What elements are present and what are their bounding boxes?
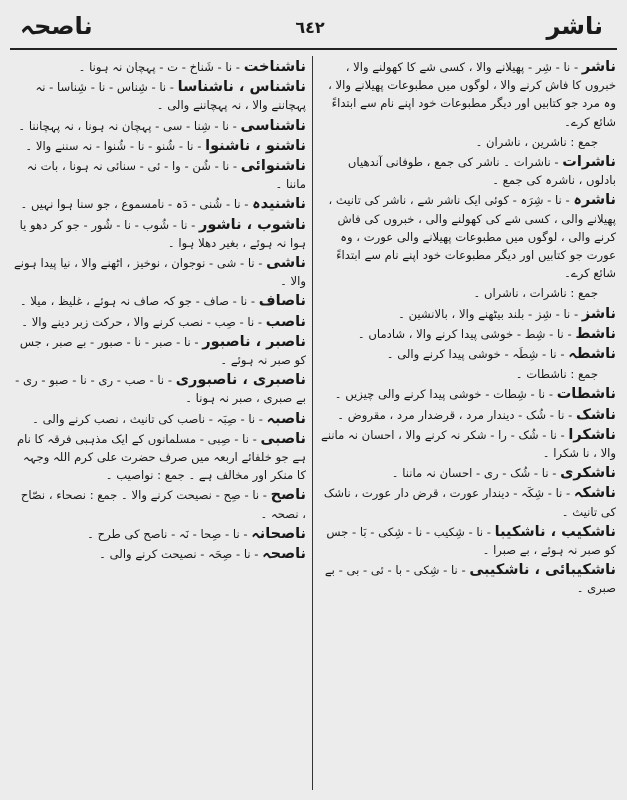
entry-definition: - نا - صِبی - مسلمانوں کے ایک مذہبی فرقہ کا نام ہے جو خلفائے اربعہ میں صرف حضرت علی کرم اللہ وجہہ کا منکر اور مخالف ہے ۔ جمع : نواصیب ۔ <box>16 431 306 483</box>
entry-headword: ناشناس ، ناشناسا <box>177 79 306 96</box>
dictionary-entry <box>14 486 306 522</box>
entry-definition: - نا - صاف - جو کہ صاف نہ ہوئے ، غلیظ ، میلا ۔ <box>19 294 259 309</box>
dictionary-entry <box>14 137 306 155</box>
entry-definition: - نا - شی - نوجوان ، نوخیز ، اٹھنے والا ، نیا پیدا ہونے والا ۔ <box>14 256 306 289</box>
dictionary-entry <box>320 561 616 597</box>
entry-headword: ناشرہ <box>573 192 616 209</box>
header-right-word: ناشر <box>546 12 603 40</box>
entry-headword: ناشکیبائی ، ناشکیبی <box>469 562 616 579</box>
dictionary-entry <box>320 426 616 462</box>
entry-headword: ناشطہ <box>568 346 616 363</box>
entry-headword: ناشی <box>266 255 306 272</box>
entry-definition: - نا - شِکی - با - ئی - بی - بے صبری ۔ <box>324 563 616 596</box>
entry-definition: - نا - صِح - نصیحت کرنے والا ۔ جمع : نصحاء ، نصّاح ، نصحہ ۔ <box>20 488 306 521</box>
entry-definition: - نا - شُنو - نا - شُنوا - نہ سننے والا ۔ <box>25 138 206 153</box>
entry-definition: - نا - شَناخ - ت - پہچان نہ ہونا ۔ <box>78 60 244 74</box>
entry-definition: - نا - صب - ری - نا - صبو - ری - بے صبری ، صبر نہ ہونا ۔ <box>15 373 306 406</box>
dictionary-entry <box>14 78 306 114</box>
entry-definition: - نا - صِبَہ - ناصب کی تانیث ، نصب کرنے والی ۔ <box>32 411 267 426</box>
entry-definition: جمع : ناشرات ، ناشراں ۔ <box>473 286 598 301</box>
entry-headword: ناشکرا <box>568 426 616 443</box>
entry-definition: - نا - شِرَہ - کوئی ایک ناشر شے ، ناشر کی تانیث ، پھیلانے والی ، کسی شے کی کھولنے والی ، خبروں کی فاش کرنے والی ، لوگوں میں مطبوعات پھیلانے والی عورت ، وہ عورت جو کتابیں اور دیگر مطبوعات خود اپنے نام سے ابتداءً شائع کرے۔ <box>328 193 616 281</box>
dictionary-entry <box>14 216 306 252</box>
entry-headword: ناشطات <box>556 386 616 403</box>
entry-headword: ناشط <box>575 325 616 342</box>
entry-definition: - نا - شُک - را - شکر نہ کرنے والا ، احسان نہ ماننے والا ، نا شکرا ۔ <box>321 427 616 461</box>
dictionary-entry <box>14 117 306 135</box>
dictionary-entry <box>14 545 306 563</box>
entry-definition: - نا - شُنی - دَہ - نامسموع ، جو سنا ہوا نہیں ۔ <box>20 197 253 212</box>
page-header <box>10 8 617 50</box>
dictionary-entry <box>14 525 306 543</box>
entry-headword: ناشنیدہ <box>252 196 306 213</box>
entry-headword: ناشوب ، ناشور <box>198 216 306 233</box>
entry-definition: - نا - شِکیب - نا - شِکی - بَا - جس کو صبر نہ ہوئے ، بے صبرا ۔ <box>326 524 616 558</box>
entry-definition: - نا - صبر - نا - صبور - بے صبر ، جس کو صبر نہ ہوئے ۔ <box>19 334 306 368</box>
entry-definition: - نا - صِب - نصب کرنے والا ، حرکت زبر دینے والا ۔ <box>21 314 266 329</box>
entry-definition: - نا - شِطات - خوشی پیدا کرنے والی چیزیں ۔ <box>334 387 557 402</box>
entry-definition: جمع : ناشرین ، ناشران ۔ <box>475 134 598 149</box>
dictionary-entry <box>320 385 616 403</box>
entry-definition: - نا - شُن - وا - ئی - سنائی نہ ہونا ، بات نہ ماننا ۔ <box>26 159 306 192</box>
right-column <box>320 58 616 788</box>
dictionary-entry <box>14 410 306 428</box>
dictionary-entry <box>320 464 616 482</box>
entry-headword: ناشکری <box>560 465 616 482</box>
dictionary-entry <box>14 371 306 407</box>
entry-headword: ناشنوائی <box>240 158 306 175</box>
entry-headword: ناشز <box>581 305 616 322</box>
dictionary-entry <box>14 254 306 290</box>
entry-definition: - نا - صِحَہ - نصیحت کرنے والی ۔ <box>99 547 263 562</box>
dictionary-entry <box>14 58 306 76</box>
entry-definition: - نا - شُک - ری - احسان نہ ماننا ۔ <box>391 466 561 481</box>
entry-headword: ناشنو ، ناشنوا <box>205 137 306 154</box>
entry-definition: - نا - شِط - خوشی پیدا کرنے والا ، شادماں ۔ <box>357 326 576 341</box>
dictionary-entry <box>320 153 616 189</box>
entry-definition: - نا - شُوب - نا - شُور - جو کر دھو یا ہوا نہ ہوئے ، بغیر دھلا ہوا ۔ <box>19 217 306 250</box>
entry-headword: ناشناخت <box>243 59 306 75</box>
dictionary-entry <box>14 430 306 485</box>
entry-headword: ناشر <box>581 59 616 75</box>
dictionary-entry <box>320 325 616 343</box>
dictionary-entry <box>14 292 306 310</box>
dictionary-entry <box>14 195 306 213</box>
entry-headword: ناصاف <box>258 293 306 310</box>
dictionary-entry <box>14 313 306 331</box>
dictionary-entry <box>320 345 616 363</box>
entry-definition: - ناشرات ۔ ناشر کی جمع ، طوفانی آندھیاں بادلوں ، ناشرہ کی جمع ۔ <box>347 155 616 188</box>
entry-headword: ناشرات <box>562 154 616 171</box>
entry-headword: ناصبی <box>260 430 306 447</box>
entry-definition: - نا - شِکَہ - دیندار عورت ، قرض دار عورت ، ناشک کی تانیث ۔ <box>323 486 616 519</box>
entry-headword: ناصحانہ <box>251 525 306 542</box>
dictionary-entry <box>320 365 616 383</box>
dictionary-entry <box>320 523 616 559</box>
dictionary-entry <box>320 406 616 424</box>
entry-headword: ناشکہ <box>573 485 616 502</box>
dictionary-entry <box>14 157 306 193</box>
entry-definition: - نا - شِناس - نا - شِناسا - نہ پہچاننے والا ، نہ پہچاننے والی ۔ <box>35 80 306 113</box>
column-divider <box>312 56 313 790</box>
dictionary-entry <box>320 58 616 131</box>
entry-headword: ناصحہ <box>262 546 306 563</box>
entry-headword: ناشک <box>576 406 616 423</box>
entry-definition: - نا - صِحا - نَہ - ناصح کی طرح ۔ <box>87 526 252 541</box>
entry-definition: جمع : ناشطات ۔ <box>515 367 598 382</box>
entry-headword: ناشکیب ، ناشکیبا <box>494 523 616 540</box>
entry-headword: ناصبر ، ناصبور <box>202 333 306 350</box>
dictionary-entry <box>320 484 616 520</box>
entry-headword: ناصب <box>265 313 306 330</box>
left-column <box>14 58 306 788</box>
entry-definition: - نا - شِنا - سی - پہچان نہ ہونا ، نہ پہچاننا ۔ <box>18 118 241 133</box>
entry-definition: - نا - شِر - پھیلانے والا ، کسی شے کا کھولنے والا ، خبروں کا فاش کرنے والا ، لوگوں میں مطبوعات پھیلانے والا ، وہ مرد جو کتابیں اور دیگر مطبوعات خود اپنے نام سے ابتداءً شائع کرے۔ <box>328 60 616 129</box>
page-number: ٦٤٢ <box>295 18 325 37</box>
header-left-word: ناصحہ <box>20 12 93 40</box>
dictionary-entry <box>14 333 306 369</box>
entry-definition: - نا - شُک - دیندار مرد ، قرضدار مرد ، مقروض ۔ <box>337 407 576 422</box>
entry-headword: ناصبری ، ناصبوری <box>175 372 306 389</box>
entry-headword: ناصح <box>270 487 306 504</box>
entry-definition: - نا - شِز - بلند بیٹھنے والا ، بالانشین ۔ <box>398 306 582 321</box>
entry-headword: ناشناسی <box>240 117 306 134</box>
entry-definition: - نا - شِطَہ - خوشی پیدا کرنے والی ۔ <box>386 347 569 362</box>
dictionary-entry <box>320 133 616 151</box>
entry-headword: ناصبہ <box>266 410 306 427</box>
dictionary-entry <box>320 284 616 302</box>
dictionary-entry <box>320 191 616 282</box>
dictionary-entry <box>320 305 616 323</box>
